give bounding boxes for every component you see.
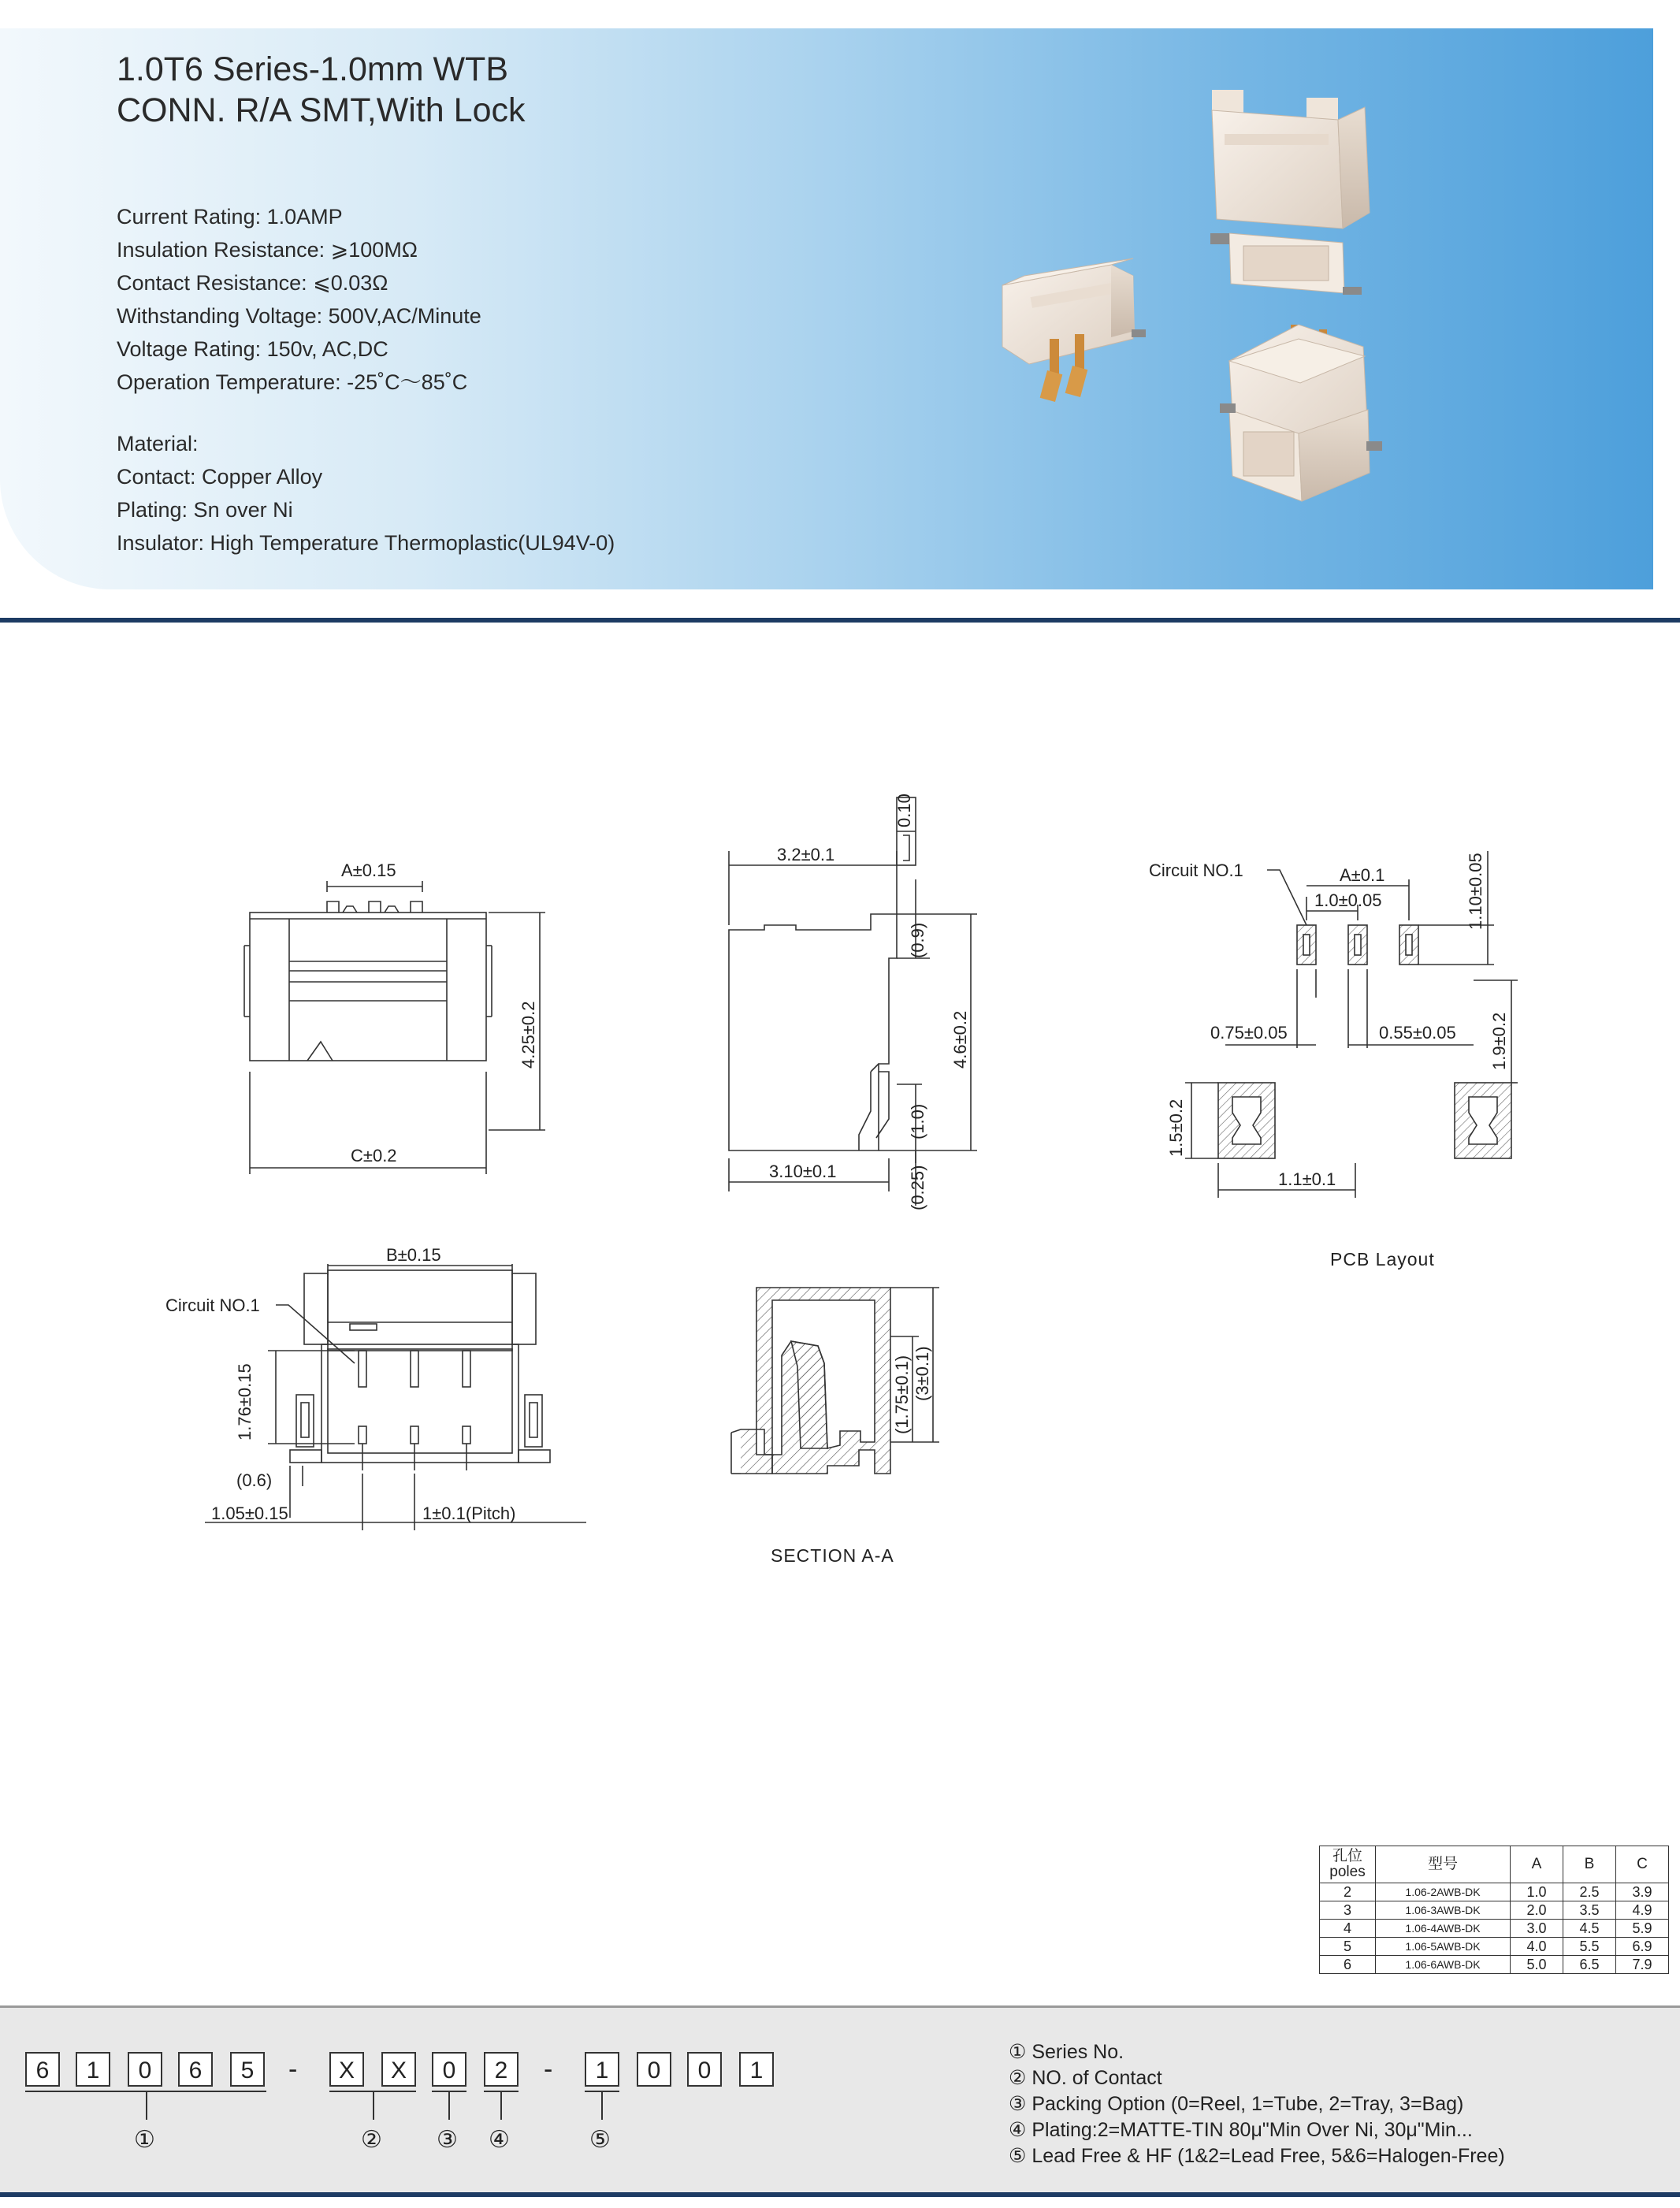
- cell-b: 5.5: [1563, 1938, 1616, 1956]
- header-a: A: [1511, 1846, 1563, 1883]
- bottom-dim-b: B±0.15: [386, 1245, 441, 1265]
- footer-bottom-rule: [0, 2192, 1680, 2197]
- header-poles-cn: 孔位: [1332, 1848, 1362, 1864]
- table-row: [1320, 1883, 1669, 1901]
- pcb-dim-1-5: 1.5±0.2: [1166, 1098, 1186, 1157]
- pole-table: [1319, 1846, 1669, 1974]
- front-view-drawing: [221, 843, 575, 1190]
- bottom-circuit-no: Circuit NO.1: [165, 1295, 260, 1315]
- bottom-view-drawing: [158, 1237, 599, 1537]
- pn-digit: 0: [687, 2052, 722, 2087]
- cell-c: 4.9: [1616, 1901, 1669, 1920]
- cell-poles: 2: [1320, 1883, 1376, 1901]
- bottom-dim-0-6: (0.6): [236, 1470, 273, 1490]
- pn-digit: 6: [178, 2052, 213, 2087]
- pn-digit: 5: [230, 2052, 265, 2087]
- header-divider: [0, 618, 1680, 623]
- spec-withstanding-voltage: Withstanding Voltage: 500V,AC/Minute: [117, 304, 481, 328]
- pn-marker-5: ⑤: [589, 2127, 611, 2153]
- material-contact: Contact: Copper Alloy: [117, 465, 323, 489]
- cell-a: 1.0: [1511, 1883, 1563, 1901]
- cell-poles: 6: [1320, 1956, 1376, 1974]
- pn-dash: -: [288, 2054, 298, 2084]
- pn-marker-4: ④: [489, 2127, 510, 2153]
- pcb-dim-0-55: 0.55±0.05: [1379, 1023, 1456, 1043]
- cell-c: 5.9: [1616, 1920, 1669, 1938]
- connector-photo-2: [1002, 258, 1146, 402]
- pn-digit: 1: [585, 2052, 619, 2087]
- spec-voltage-rating: Voltage Rating: 150v, AC,DC: [117, 337, 388, 361]
- cell-b: 4.5: [1563, 1920, 1616, 1938]
- pcb-dim-a: A±0.1: [1340, 865, 1385, 885]
- product-title: [117, 49, 525, 131]
- bottom-dim-1-76: 1.76±0.15: [235, 1363, 255, 1440]
- header-poles-en: poles: [1329, 1864, 1366, 1880]
- pn-marker-1: ①: [134, 2127, 155, 2153]
- front-dim-c: C±0.2: [351, 1146, 397, 1165]
- header-model: 型号: [1376, 1846, 1511, 1883]
- table-row: [1320, 1938, 1669, 1956]
- cell-model: 1.06-5AWB-DK: [1376, 1938, 1511, 1956]
- pole-table-header: [1320, 1846, 1669, 1883]
- side-dim-3-10: 3.10±0.1: [769, 1162, 837, 1181]
- cell-poles: 3: [1320, 1901, 1376, 1920]
- section-aa-drawing: [709, 1269, 1009, 1584]
- pcb-dim-1-10: 1.10±0.05: [1466, 853, 1485, 930]
- legend-lead-free: ⑤ Lead Free & HF (1&2=Lead Free, 5&6=Halogen-Free): [1009, 2145, 1505, 2167]
- cell-poles: 4: [1320, 1920, 1376, 1938]
- pn-digit: X: [381, 2052, 416, 2087]
- spec-current-rating: Current Rating: 1.0AMP: [117, 205, 343, 229]
- legend-plating: ④ Plating:2=MATTE-TIN 80μ"Min Over Ni, 30μ"Min...: [1009, 2119, 1473, 2141]
- part-number-legend: [1009, 2039, 1505, 2169]
- product-photo: [993, 79, 1418, 520]
- side-dim-0-25: (0.25): [908, 1165, 927, 1210]
- bottom-dim-pitch: 1±0.1(Pitch): [422, 1504, 516, 1523]
- side-view-drawing: [717, 788, 1001, 1229]
- cell-b: 6.5: [1563, 1956, 1616, 1974]
- pn-digit: 6: [25, 2052, 60, 2087]
- cell-c: 6.9: [1616, 1938, 1669, 1956]
- table-row: [1320, 1901, 1669, 1920]
- pcb-layout-drawing: [1143, 820, 1552, 1277]
- legend-contact-count: ② NO. of Contact: [1009, 2067, 1162, 2089]
- pn-digit: 1: [739, 2052, 774, 2087]
- title-line-1: 1.0T6 Series-1.0mm WTB: [117, 50, 508, 88]
- pn-digit: 1: [76, 2052, 110, 2087]
- pn-marker-2: ②: [361, 2127, 382, 2153]
- side-dim-0-9: (0.9): [908, 922, 927, 958]
- connector-photo-1: [1210, 90, 1370, 295]
- pn-digit: 2: [484, 2052, 518, 2087]
- section-dim-1-75: (1.75±0.1): [892, 1355, 912, 1434]
- section-caption: SECTION A-A: [771, 1545, 894, 1566]
- cell-a: 5.0: [1511, 1956, 1563, 1974]
- material-insulator: Insulator: High Temperature Thermoplastic(UL94V-0): [117, 531, 615, 555]
- cell-model: 1.06-6AWB-DK: [1376, 1956, 1511, 1974]
- table-row: [1320, 1956, 1669, 1974]
- spec-operation-temperature: Operation Temperature: -25˚C～85˚C: [117, 370, 468, 394]
- header-b: B: [1563, 1846, 1616, 1883]
- pn-dash: -: [544, 2054, 553, 2084]
- connector-photo-3: [1220, 325, 1382, 501]
- pn-digit: 0: [432, 2052, 466, 2087]
- pcb-dim-0-75: 0.75±0.05: [1210, 1023, 1288, 1043]
- front-dim-a: A±0.15: [341, 861, 396, 880]
- pn-marker-3: ③: [437, 2127, 458, 2153]
- header-poles: [1320, 1846, 1376, 1883]
- spec-contact-resistance: Contact Resistance: ⩽0.03Ω: [117, 271, 388, 295]
- pn-digit: 0: [128, 2052, 162, 2087]
- legend-series: ① Series No.: [1009, 2041, 1124, 2063]
- pcb-circuit-no: Circuit NO.1: [1149, 861, 1243, 880]
- material-plating: Plating: Sn over Ni: [117, 498, 293, 522]
- cell-a: 3.0: [1511, 1920, 1563, 1938]
- pcb-layout-caption: PCB Layout: [1330, 1249, 1435, 1269]
- material-list: [117, 427, 615, 559]
- pcb-dim-1-0: 1.0±0.05: [1314, 890, 1382, 910]
- cell-model: 1.06-3AWB-DK: [1376, 1901, 1511, 1920]
- header-c: C: [1616, 1846, 1669, 1883]
- cell-model: 1.06-4AWB-DK: [1376, 1920, 1511, 1938]
- bottom-dim-1-05: 1.05±0.15: [211, 1504, 288, 1523]
- cell-a: 4.0: [1511, 1938, 1563, 1956]
- cell-a: 2.0: [1511, 1901, 1563, 1920]
- cell-poles: 5: [1320, 1938, 1376, 1956]
- cell-model: 1.06-2AWB-DK: [1376, 1883, 1511, 1901]
- material-heading: Material:: [117, 432, 199, 455]
- pcb-dim-1-1: 1.1±0.1: [1278, 1169, 1336, 1189]
- spec-insulation-resistance: Insulation Resistance: ⩾100MΩ: [117, 238, 418, 262]
- front-dim-height: 4.25±0.2: [518, 1001, 538, 1069]
- table-row: [1320, 1920, 1669, 1938]
- cell-c: 3.9: [1616, 1883, 1669, 1901]
- side-dim-3-2: 3.2±0.1: [777, 845, 835, 864]
- side-dim-0-10: 0.10: [894, 794, 914, 827]
- side-dim-1-0: (1.0): [908, 1103, 927, 1139]
- part-number-leaders: [0, 2049, 788, 2159]
- pn-digit: 0: [637, 2052, 671, 2087]
- pn-digit: X: [329, 2052, 364, 2087]
- cell-b: 3.5: [1563, 1901, 1616, 1920]
- pcb-dim-1-9: 1.9±0.2: [1489, 1012, 1509, 1070]
- legend-packing: ③ Packing Option (0=Reel, 1=Tube, 2=Tray, 3=Bag): [1009, 2093, 1464, 2115]
- spec-list: [117, 200, 481, 399]
- cell-b: 2.5: [1563, 1883, 1616, 1901]
- title-line-2: CONN. R/A SMT,With Lock: [117, 91, 526, 129]
- cell-c: 7.9: [1616, 1956, 1669, 1974]
- section-dim-3: (3±0.1): [912, 1346, 932, 1401]
- side-dim-4-6: 4.6±0.2: [950, 1010, 970, 1069]
